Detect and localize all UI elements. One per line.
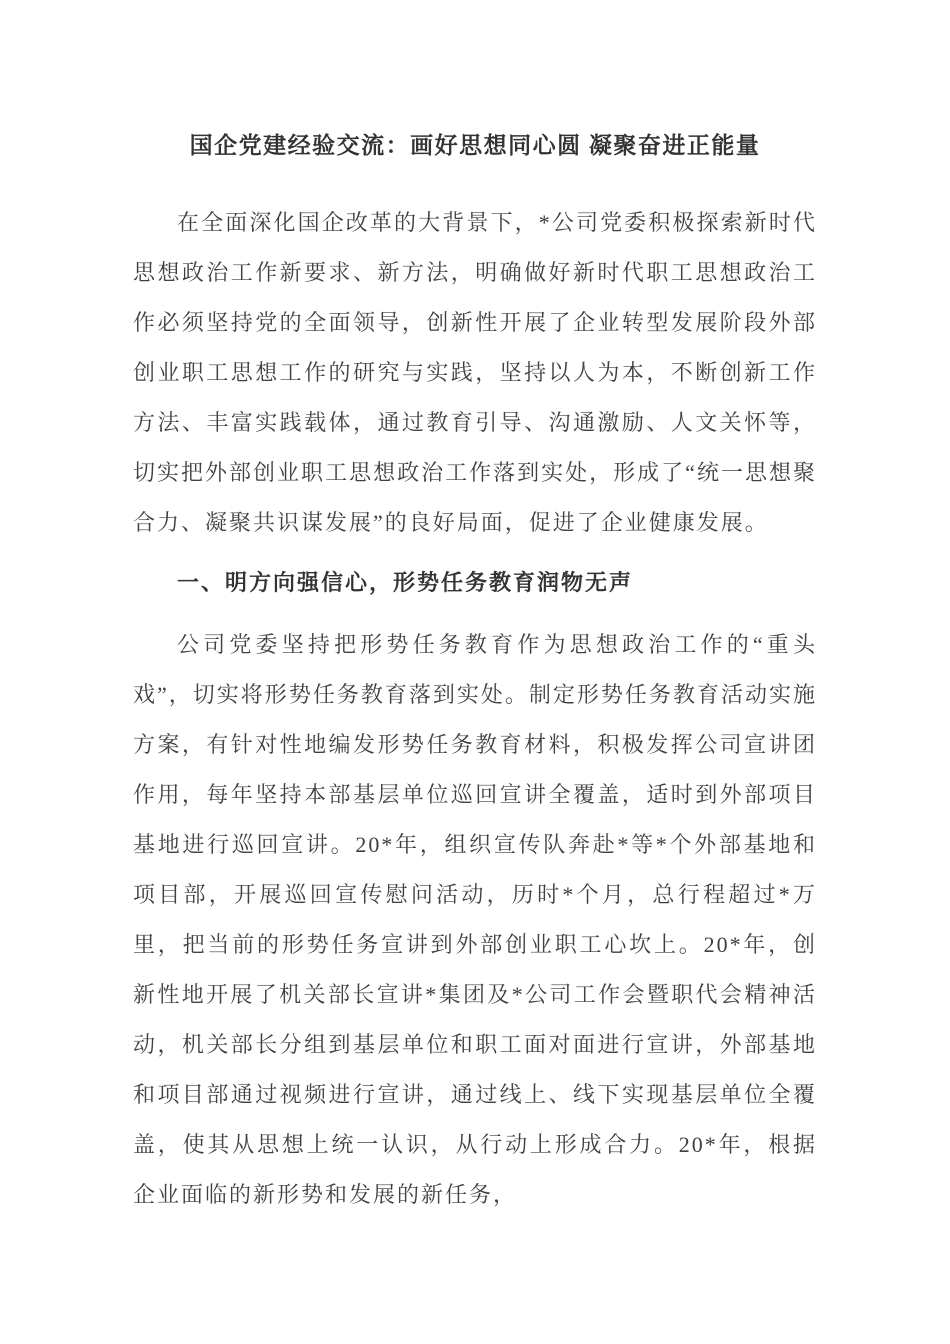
- section-1-paragraph: 公司党委坚持把形势任务教育作为思想政治工作的“重头戏”，切实将形势任务教育落到实处。制定形势任务教育活动实施方案，有针对性地编发形势任务教育材料，积极发挥公司宣讲团作用，每年坚持本部基层单位巡回宣讲全覆盖，适时到外部项目基地进行巡回宣讲。20*年，组织宣传队奔赴*等*个外部基地和项目部，开展巡回宣传慰问活动，历时*个月，总行程超过*万里，把当前的形势任务宣讲到外部创业职工心坎上。20*年，创新性地开展了机关部长宣讲*集团及*公司工作会暨职代会精神活动，机关部长分组到基层单位和职工面对面进行宣讲，外部基地和项目部通过视频进行宣讲，通过线上、线下实现基层单位全覆盖，使其从思想上统一认识，从行动上形成合力。20*年，根据企业面临的新形势和发展的新任务，: [133, 632, 817, 1207]
- intro-paragraph: 在全面深化国企改革的大背景下，*公司党委积极探索新时代思想政治工作新要求、新方法，明确做好新时代职工思想政治工作必须坚持党的全面领导，创新性开展了企业转型发展阶段外部创业职工思想工作的研究与实践，坚持以人为本，不断创新工作方法、丰富实践载体，通过教育引导、沟通激励、人文关怀等，切实把外部创业职工思想政治工作落到实处，形成了“统一思想聚合力、凝聚共识谋发展”的良好局面，促进了企业健康发展。: [133, 210, 817, 535]
- section-1-heading: 一、明方向强信心，形势任务教育润物无声: [177, 570, 634, 595]
- document-title: 国企党建经验交流：画好思想同心圆 凝聚奋进正能量: [189, 133, 761, 158]
